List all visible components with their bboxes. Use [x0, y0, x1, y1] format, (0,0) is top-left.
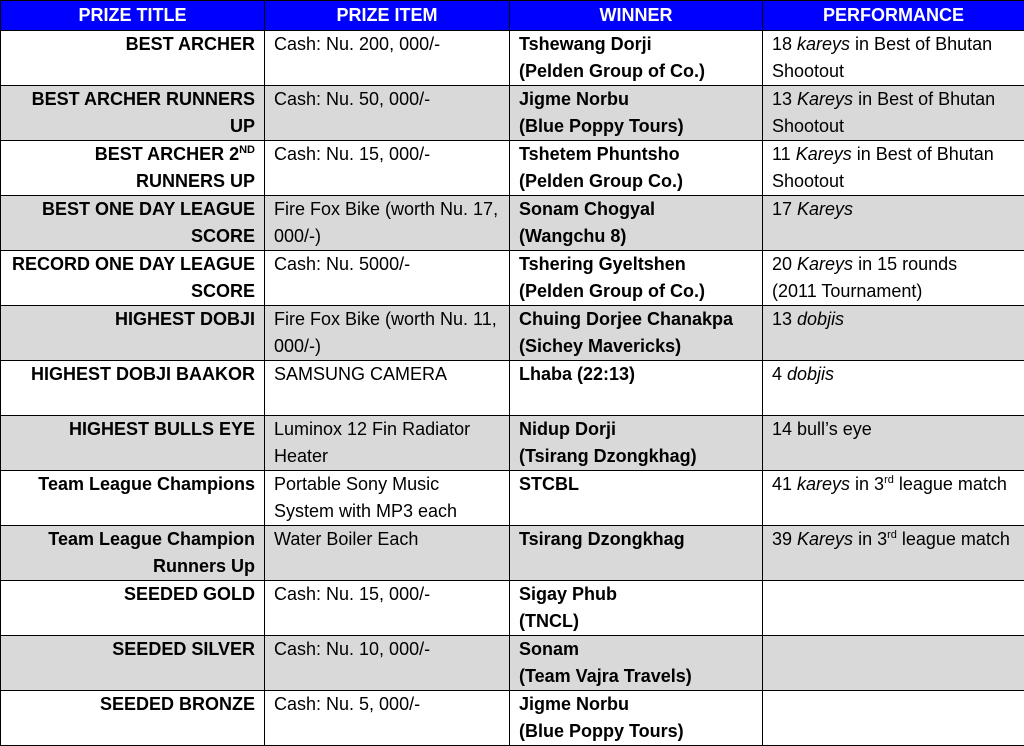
perf-pre: 20	[772, 254, 797, 274]
table-row	[1, 251, 1024, 306]
winner-team: (Blue Poppy Tours)	[519, 113, 753, 140]
perf-post: in Best of Bhutan Shootout	[772, 144, 994, 191]
performance-cell	[763, 306, 1024, 361]
winner-team: (Blue Poppy Tours)	[519, 718, 753, 745]
perf-pre: 13	[772, 89, 797, 109]
perf-em: kareys	[797, 474, 850, 494]
perf-post: in Best of Bhutan Shootout	[772, 34, 992, 81]
table-row	[1, 86, 1024, 141]
winner-name: Nidup Dorji	[519, 416, 753, 443]
perf-pre: 18	[772, 34, 797, 54]
prize-title-cell: SEEDED BRONZE	[1, 691, 265, 746]
perf-pre: 13	[772, 309, 797, 329]
winner-name: Tshewang Dorji	[519, 31, 753, 58]
prize-title-cell: HIGHEST DOBJI BAAKOR	[1, 361, 265, 416]
prize-item-cell: SAMSUNG CAMERA	[265, 361, 510, 416]
table-row	[1, 306, 1024, 361]
winner-cell	[510, 581, 763, 636]
winner-cell	[510, 471, 763, 526]
performance-cell	[763, 251, 1024, 306]
prize-title-cell	[1, 141, 265, 196]
perf-pre: 14 bull’s eye	[772, 419, 872, 439]
perf-tail: league match	[894, 474, 1007, 494]
perf-pre: 39	[772, 529, 797, 549]
prize-title-cell: Team League Champions	[1, 471, 265, 526]
perf-pre: 11	[772, 144, 796, 164]
prize-item-cell: Fire Fox Bike (worth Nu. 11, 000/-)	[265, 306, 510, 361]
title-sup: ND	[239, 144, 255, 156]
title-post: RUNNERS UP	[136, 171, 255, 191]
winner-name: Tshering Gyeltshen	[519, 251, 753, 278]
winner-team: (Sichey Mavericks)	[519, 333, 753, 360]
winner-team: (TNCL)	[519, 608, 753, 635]
winner-team: (Pelden Group Co.)	[519, 168, 753, 195]
perf-em: Kareys	[797, 89, 853, 109]
table-row	[1, 361, 1024, 416]
perf-sup: rd	[884, 474, 894, 486]
winner-name: Jigme Norbu	[519, 86, 753, 113]
table-row	[1, 526, 1024, 581]
perf-em: Kareys	[796, 144, 852, 164]
winner-name: STCBL	[519, 471, 753, 498]
title-pre: BEST ARCHER 2	[95, 144, 239, 164]
winner-name: Tshetem Phuntsho	[519, 141, 753, 168]
prize-item-cell: Cash: Nu. 50, 000/-	[265, 86, 510, 141]
performance-cell	[763, 581, 1024, 636]
perf-pre: 4	[772, 364, 787, 384]
winner-cell	[510, 251, 763, 306]
table-row	[1, 691, 1024, 746]
prize-item-cell: Cash: Nu. 15, 000/-	[265, 581, 510, 636]
performance-cell	[763, 86, 1024, 141]
perf-pre: 41	[772, 474, 797, 494]
perf-em: Kareys	[797, 529, 853, 549]
winner-cell	[510, 306, 763, 361]
prize-title-cell: SEEDED GOLD	[1, 581, 265, 636]
winner-name: Chuing Dorjee Chanakpa	[519, 306, 753, 333]
performance-cell	[763, 196, 1024, 251]
winner-cell	[510, 141, 763, 196]
winner-name: Sigay Phub	[519, 581, 753, 608]
table-row	[1, 31, 1024, 86]
performance-cell	[763, 636, 1024, 691]
prize-title-cell: Team League Champion Runners Up	[1, 526, 265, 581]
winner-cell	[510, 636, 763, 691]
winner-name: Sonam	[519, 636, 753, 663]
prize-item-cell: Cash: Nu. 200, 000/-	[265, 31, 510, 86]
perf-tail: league match	[897, 529, 1010, 549]
winner-team: (Pelden Group of Co.)	[519, 58, 753, 85]
performance-cell	[763, 31, 1024, 86]
perf-pre: 17	[772, 199, 797, 219]
performance-cell	[763, 526, 1024, 581]
winner-cell	[510, 86, 763, 141]
winner-team: (Tsirang Dzongkhag)	[519, 443, 753, 470]
prize-title-cell: BEST ARCHER	[1, 31, 265, 86]
prize-item-cell: Water Boiler Each	[265, 526, 510, 581]
perf-em: dobjis	[787, 364, 834, 384]
perf-sup: rd	[887, 529, 897, 541]
performance-cell	[763, 471, 1024, 526]
prize-item-cell: Portable Sony Music System with MP3 each	[265, 471, 510, 526]
prize-item-cell: Luminox 12 Fin Radiator Heater	[265, 416, 510, 471]
prize-title-cell: HIGHEST DOBJI	[1, 306, 265, 361]
table-row	[1, 196, 1024, 251]
perf-em: dobjis	[797, 309, 844, 329]
table-row	[1, 471, 1024, 526]
performance-cell	[763, 141, 1024, 196]
prize-item-cell: Cash: Nu. 5000/-	[265, 251, 510, 306]
performance-cell	[763, 361, 1024, 416]
prize-item-cell: Fire Fox Bike (worth Nu. 17, 000/-)	[265, 196, 510, 251]
perf-line2: (2011 Tournament)	[772, 278, 1015, 305]
header-winner: WINNER	[510, 1, 763, 31]
perf-post: in 15 rounds	[853, 254, 957, 274]
perf-post: in Best of Bhutan Shootout	[772, 89, 995, 136]
winner-team: (Wangchu 8)	[519, 223, 753, 250]
prize-item-cell: Cash: Nu. 10, 000/-	[265, 636, 510, 691]
table-row	[1, 141, 1024, 196]
perf-post: in 3	[850, 474, 884, 494]
table-row	[1, 636, 1024, 691]
prize-title-cell: BEST ONE DAY LEAGUE SCORE	[1, 196, 265, 251]
prize-item-cell: Cash: Nu. 5, 000/-	[265, 691, 510, 746]
perf-em: kareys	[797, 34, 850, 54]
winner-cell	[510, 416, 763, 471]
winner-name: Jigme Norbu	[519, 691, 753, 718]
prize-item-cell: Cash: Nu. 15, 000/-	[265, 141, 510, 196]
winner-cell	[510, 31, 763, 86]
perf-post: in 3	[853, 529, 887, 549]
table-row	[1, 581, 1024, 636]
prize-title-cell: SEEDED SILVER	[1, 636, 265, 691]
prize-title-cell: RECORD ONE DAY LEAGUE SCORE	[1, 251, 265, 306]
header-prize-title: PRIZE TITLE	[1, 1, 265, 31]
winner-team: (Pelden Group of Co.)	[519, 278, 753, 305]
winner-cell	[510, 196, 763, 251]
header-performance: PERFORMANCE	[763, 1, 1024, 31]
winner-name: Lhaba (22:13)	[519, 361, 753, 388]
prize-title-cell: BEST ARCHER RUNNERS UP	[1, 86, 265, 141]
header-prize-item: PRIZE ITEM	[265, 1, 510, 31]
perf-em: Kareys	[797, 254, 853, 274]
winner-cell	[510, 526, 763, 581]
performance-cell	[763, 416, 1024, 471]
table-row	[1, 416, 1024, 471]
perf-em: Kareys	[797, 199, 853, 219]
prize-title-cell: HIGHEST BULLS EYE	[1, 416, 265, 471]
performance-cell	[763, 691, 1024, 746]
winner-name: Tsirang Dzongkhag	[519, 526, 753, 553]
winner-cell	[510, 361, 763, 416]
winner-cell	[510, 691, 763, 746]
header-row	[1, 1, 1024, 31]
winner-name: Sonam Chogyal	[519, 196, 753, 223]
winner-team: (Team Vajra Travels)	[519, 663, 753, 690]
